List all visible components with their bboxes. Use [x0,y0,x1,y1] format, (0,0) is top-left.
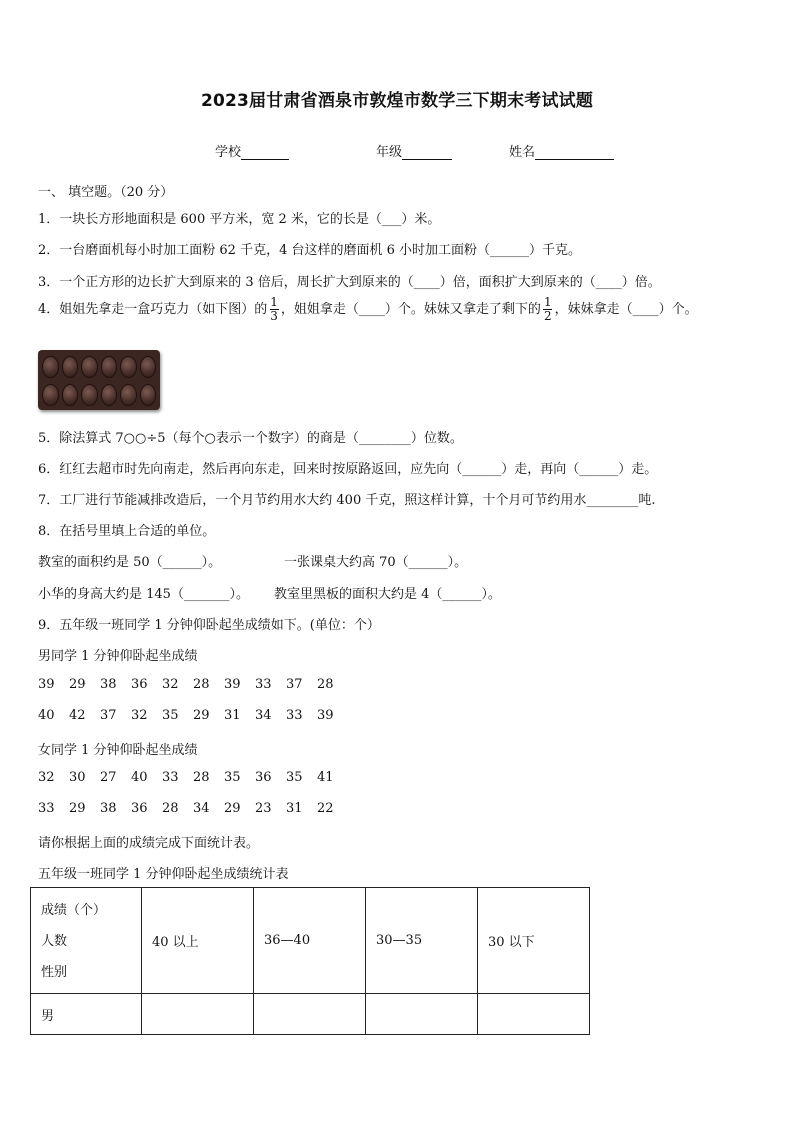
score: 33 [286,708,303,723]
boys-scores-row-2 [38,708,348,723]
grade-label: 年级 [376,145,403,160]
section-heading: 一、 填空题。（20 分） [38,185,174,200]
score: 39 [224,677,241,692]
score: 35 [286,770,303,785]
score: 41 [317,770,334,785]
q4-text-1: 4．姐姐先拿走一盒巧克力（如下图）的 [38,302,268,317]
score: 28 [317,677,334,692]
name-field [509,141,614,160]
score: 27 [100,770,117,785]
q8-item-d: 教室里黑板的面积大约是 4（______）。 [274,587,501,602]
score: 36 [131,801,148,816]
fraction-one-half: $\frac{1}{2}$ [543,295,552,323]
answer-cell[interactable] [366,994,478,1035]
score: 40 [38,708,55,723]
score: 32 [131,708,148,723]
statistics-table [30,887,590,1035]
score: 34 [255,708,272,723]
col-header: 40 以上 [142,888,254,994]
row-label-boy: 男 [31,994,142,1035]
score: 39 [38,677,55,692]
col-header: 30 以下 [478,888,590,994]
score: 35 [224,770,241,785]
score: 23 [255,801,272,816]
page-title: 2023届甘肃省酒泉市敦煌市数学三下期末考试试题 [200,91,594,111]
score: 32 [38,770,55,785]
name-label: 姓名 [509,145,536,160]
score: 37 [286,677,303,692]
school-blank[interactable] [241,147,289,160]
fraction-one-third: $\frac{1}{3}$ [270,295,278,323]
score: 39 [317,708,334,723]
school-field [215,141,289,160]
score: 37 [100,708,117,723]
score: 28 [162,801,179,816]
question-9: 9．五年级一班同学 1 分钟仰卧起坐成绩如下。(单位：个） [38,618,380,633]
question-2: 2．一台磨面机每小时加工面粉 62 千克，4 台这样的磨面机 6 小时加工面粉（______）千克。 [38,243,582,258]
table-row [31,994,590,1035]
score: 28 [193,770,210,785]
q8-item-c: 小华的身高大约是 145（_______）。 [38,587,249,602]
girls-title: 女同学 1 分钟仰卧起坐成绩 [38,743,198,758]
boys-scores-row-1 [38,677,348,692]
q4-text-3: ，妹妹拿走（____）个。 [554,302,698,317]
instruction: 请你根据上面的成绩完成下面统计表。 [38,836,260,851]
col-header: 30—35 [366,888,478,994]
question-1: 1．一块长方形地面积是 600 平方米，宽 2 米，它的长是（___）米。 [38,212,441,227]
answer-cell[interactable] [142,994,254,1035]
score: 40 [131,770,148,785]
score: 22 [317,801,334,816]
score: 33 [162,770,179,785]
score: 38 [100,801,117,816]
question-4 [38,296,698,323]
corner-label-count: 人数 [41,934,68,949]
score: 28 [193,677,210,692]
score: 33 [255,677,272,692]
question-7: 7．工厂进行节能减排改造后，一个月节约用水大约 400 千克，照这样计算，十个月可节约用水________吨. [38,493,656,508]
q4-text-2: ，姐姐拿走（____）个。妹妹又拿走了剩下的 [280,302,541,317]
corner-label-gender: 性别 [41,965,68,980]
corner-cell [31,888,142,994]
girls-scores-row-2 [38,801,348,816]
score: 33 [38,801,55,816]
score: 31 [224,708,241,723]
corner-label-score: 成绩（个） [41,903,107,918]
question-5: 5．除法算式 7○○÷5（每个○表示一个数字）的商是（________）位数。 [38,431,463,446]
grade-field [376,141,452,160]
girls-scores-row-1 [38,770,348,785]
score: 29 [69,677,86,692]
score: 38 [100,677,117,692]
grade-blank[interactable] [402,147,452,160]
score: 29 [69,801,86,816]
score: 34 [193,801,210,816]
table-header-row [31,888,590,994]
question-8: 8．在括号里填上合适的单位。 [38,524,216,539]
table-title: 五年级一班同学 1 分钟仰卧起坐成绩统计表 [38,867,289,882]
answer-cell[interactable] [478,994,590,1035]
boys-title: 男同学 1 分钟仰卧起坐成绩 [38,649,198,664]
score: 42 [69,708,86,723]
score: 29 [224,801,241,816]
name-blank[interactable] [535,147,614,160]
answer-cell[interactable] [254,994,366,1035]
question-3: 3．一个正方形的边长扩大到原来的 3 倍后，周长扩大到原来的（____）倍，面积扩大到原来的（____）倍。 [38,275,661,290]
score: 32 [162,677,179,692]
school-label: 学校 [215,145,242,160]
q8-item-a: 教室的面积约是 50（______）。 [38,555,222,570]
score: 35 [162,708,179,723]
score: 36 [131,677,148,692]
chocolate-box-image [38,350,160,410]
score: 29 [193,708,210,723]
score: 30 [69,770,86,785]
score: 36 [255,770,272,785]
q8-item-b: 一张课桌大约高 70（______）。 [284,555,468,570]
question-6: 6．红红去超市时先向南走，然后再向东走，回来时按原路返回，应先向（______）走，再向（______）走。 [38,462,658,477]
score: 31 [286,801,303,816]
col-header: 36—40 [254,888,366,994]
